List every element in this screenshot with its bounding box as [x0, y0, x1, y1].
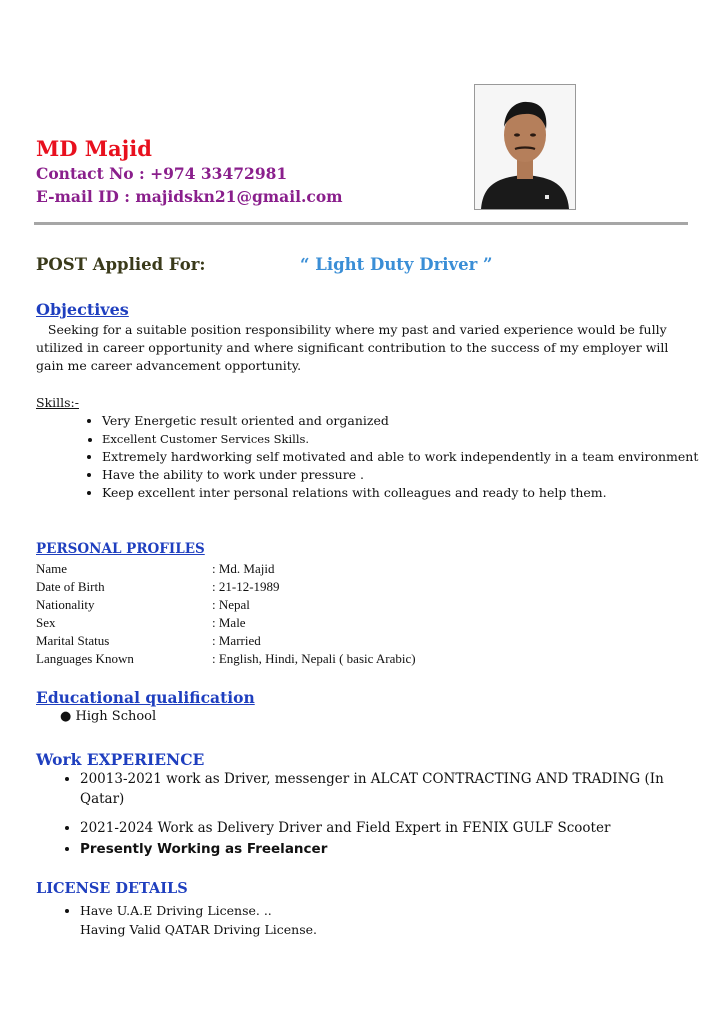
- profile-value: : Md. Majid: [212, 561, 275, 576]
- email-address: E-mail ID : majidskn21@gmail.com: [36, 187, 343, 206]
- profile-value: : Male: [212, 615, 246, 630]
- objectives-heading: Objectives: [36, 300, 129, 319]
- license-line-1: Have U.A.E Driving License. ..: [80, 903, 272, 918]
- list-item: • Excellent Customer Services Skills.: [102, 430, 702, 448]
- table-row: [36, 614, 416, 632]
- person-photo-icon: [475, 85, 575, 209]
- table-row: [36, 578, 416, 596]
- table-row: [36, 632, 416, 650]
- skills-list: [60, 412, 702, 502]
- objectives-text: [36, 321, 688, 375]
- education-heading: Educational qualification: [36, 688, 255, 707]
- profile-label: Languages Known: [36, 651, 134, 666]
- skills-heading: Skills:-: [36, 395, 79, 410]
- profile-value: : Married: [212, 633, 261, 648]
- profile-label: Name: [36, 561, 68, 576]
- profile-label: Sex: [36, 615, 56, 630]
- contact-number: Contact No : +974 33472981: [36, 164, 288, 183]
- license-list: [40, 901, 700, 939]
- list-item: • Extremely hardworking self motivated and able to work independently in a team environment: [102, 448, 702, 466]
- list-item: • Very Energetic result oriented and organized: [102, 412, 702, 430]
- post-applied-value: “ Light Duty Driver ”: [300, 255, 493, 274]
- table-row: [36, 560, 416, 578]
- table-row: [36, 650, 416, 668]
- profile-label: Nationality: [36, 597, 95, 612]
- objectives-paragraph: Seeking for a suitable position responsibility where my past and varied experience would be fully utilized in career opportunity and where significant contribution to the success of my employer will gain me career advancement opportunity.: [36, 322, 669, 373]
- table-row: [36, 596, 416, 614]
- list-item: • Presently Working as Freelancer: [80, 839, 700, 859]
- license-heading: LICENSE DETAILS: [36, 880, 188, 897]
- work-experience-heading: Work EXPERIENCE: [36, 750, 205, 769]
- profile-value: : Nepal: [212, 597, 250, 612]
- profile-label: Marital Status: [36, 633, 110, 648]
- list-item: • Have the ability to work under pressure .: [102, 466, 702, 484]
- list-item: • 2021-2024 Work as Delivery Driver and Field Expert in FENIX GULF Scooter: [80, 818, 700, 838]
- education-item: ● High School: [60, 709, 157, 724]
- list-item: [80, 901, 700, 939]
- profile-value: : English, Hindi, Nepali ( basic Arabic): [212, 651, 416, 666]
- profile-label: Date of Birth: [36, 579, 105, 594]
- list-item: • 20013-2021 work as Driver, messenger in ALCAT CONTRACTING AND TRADING (In Qatar): [80, 769, 700, 809]
- personal-profiles-table: [36, 560, 416, 668]
- license-line-2: Having Valid QATAR Driving License.: [80, 922, 318, 937]
- list-item: • Keep excellent inter personal relations with colleagues and ready to help them.: [102, 484, 702, 502]
- header-divider: [34, 222, 688, 225]
- profile-value: : 21-12-1989: [212, 579, 280, 594]
- personal-profiles-heading: PERSONAL PROFILES: [36, 541, 205, 557]
- work-experience-list: [40, 769, 700, 859]
- profile-photo: [474, 84, 576, 210]
- post-applied-label: POST Applied For:: [36, 255, 206, 274]
- candidate-name: MD Majid: [36, 136, 152, 161]
